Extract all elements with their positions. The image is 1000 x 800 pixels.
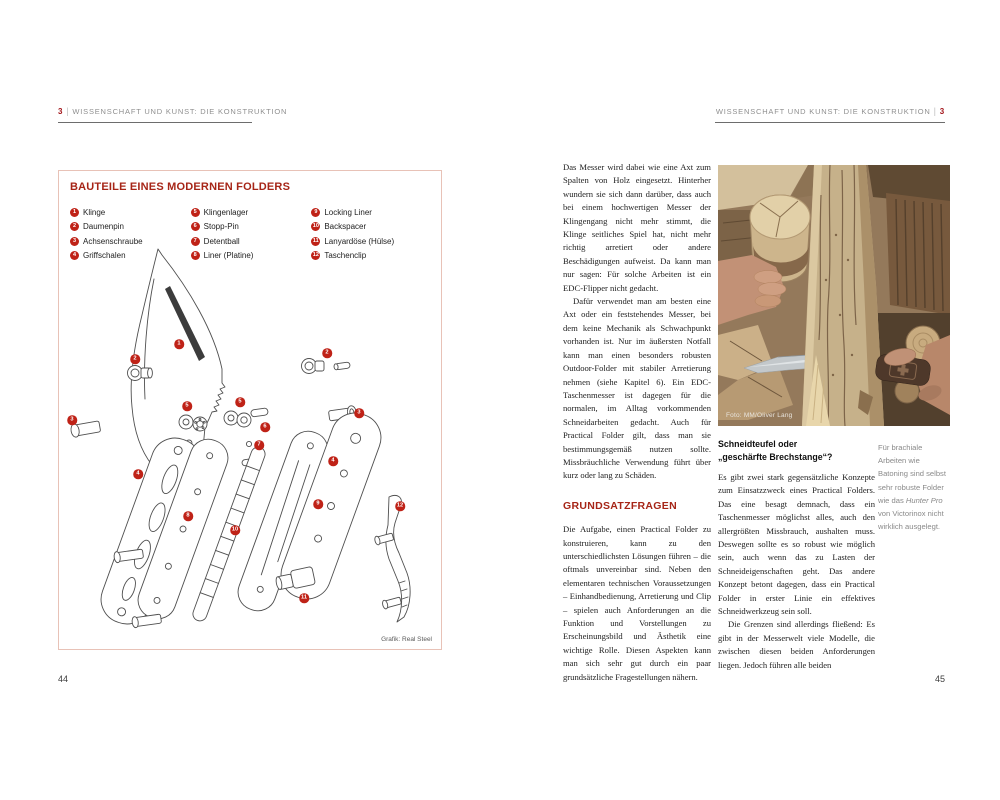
legend-label: Taschenclip (324, 251, 367, 261)
exploded-folder-diagram (59, 247, 443, 645)
diagram-number-badge: 4 (328, 456, 338, 466)
legend-number-badge: 3 (70, 237, 79, 246)
legend-number-badge: 5 (191, 208, 200, 217)
legend-number-badge: 9 (311, 208, 320, 217)
body-paragraph: Es gibt zwei stark gegensätzliche Konzepte zum Einsatzzweck eines Practical Folders. Das eine besagt demnach, dass ein Taschenmesser möglichst alles, auch den allergrößten Missbrauch, aushalten muss. Deswegen sollte es so robust wie möglich sein, auch wenn das zu Lasten der Schneideigenschaften geht. Das andere Konzept betont dagegen, dass ein Practical Folder in erster Linie ein effektives Schneidwerkzeug sein soll. (718, 472, 875, 617)
margin-caption-italic: Hunter Pro (905, 495, 943, 505)
legend-label: Detentball (203, 236, 240, 246)
diagram-number-badge: 5 (182, 401, 192, 411)
legend-number-badge: 6 (191, 222, 200, 231)
legend-label: Klingenlager (203, 207, 249, 217)
diagram-number-badge: 6 (260, 422, 270, 432)
runhead-separator: | (933, 106, 937, 116)
legend-item (311, 220, 432, 235)
legend-item (311, 205, 432, 220)
legend-item (70, 220, 191, 235)
legend-number-badge: 8 (191, 251, 200, 260)
legend-number-badge: 10 (311, 222, 320, 231)
diagram-number-badge: 10 (230, 525, 240, 535)
subsection-heading-line2: „geschärfte Brechstange“? (718, 452, 833, 462)
diagram-number-badge: 12 (395, 501, 405, 511)
margin-caption-text: Für brachiale Arbeiten wie Batoning sind selbst sehr robuste Folder wie das (878, 443, 946, 505)
parts-figure-box (58, 170, 442, 650)
legend-number-badge: 4 (70, 251, 79, 260)
diagram-number-badge: 3 (67, 415, 77, 425)
page-number-left: 44 (58, 674, 69, 684)
legend-item (70, 205, 191, 220)
runhead-title: WISSENSCHAFT UND KUNST: DIE KONSTRUKTION (72, 107, 288, 116)
diagram-number-badge: 11 (299, 593, 309, 603)
legend-label: Daumenpin (83, 222, 124, 232)
body-paragraph: Die Aufgabe, einen Practical Folder zu konstruieren, kann zu den unterschiedlichsten Lösungen führen – die oftmals unvereinbar sind. Neben den elementaren technischen Voraussetzungen – Einhandbedienung, Arretierung und Clip – spielen auch Anforderungen an die Funktion und Vorstellungen zu Erscheinungsbild und Ästhetik eine wichtige Rolle. Diesen Aspekten kann man sich sehr gut durch ein paar grundsätzliche Fragestellungen nähern. (563, 524, 711, 682)
legend-label: Backspacer (324, 222, 367, 232)
body-paragraph: Das Messer wird dabei wie eine Axt zum Spalten von Holz eingesetzt. Hinterher wundern sie sich dann darüber, dass auch bei einem hochwertigen Messer der Klingengang nicht mehr stimmt, die Klinge seitliches Spiel hat, nicht mehr richtig arretiert oder andere Beschädigungen aufweist. Da kann man nur sagen: Für solche Arbeiten ist ein EDC-Flipper nicht gedacht. (563, 162, 711, 293)
legend-number-badge: 12 (311, 251, 320, 260)
subsection-heading-line1: Schneidteufel oder (718, 439, 798, 449)
exploded-diagram (59, 247, 443, 645)
figure-credit: Grafik: Real Steel (381, 636, 432, 643)
batoning-photo (718, 165, 950, 426)
running-head-right (715, 106, 945, 123)
page-number-right: 45 (934, 674, 945, 684)
legend-label: Lanyardöse (Hülse) (324, 236, 395, 246)
text-column-2 (718, 438, 875, 672)
diagram-number-badge: 2 (322, 348, 332, 358)
legend-item (191, 220, 312, 235)
diagram-number-badge: 1 (174, 339, 184, 349)
photo-credit: Foto: MM/Oliver Lang (726, 412, 793, 419)
body-paragraph: Dafür verwendet man am besten eine Axt oder ein feststehendes Messer, bei dem keine Mechanik als Schwachpunkt vorhanden ist. Nur im äußersten Notfall kann man einen besonders robusten Outdoor-Folder mit stabiler Arretierung nehmen (siehe Kapitel 6). Ein EDC-Taschenmesser ist dagegen für die normalen, im Alltag vorkommenden Schneidarbeiten gedacht. Auch für Practical Folder gilt, dass man sie bestimmungsgemäß nutzen sollte. Missbräuchliche Verwendung führt über kurz oder lang zu Schäden. (563, 296, 711, 481)
diagram-number-badge: 8 (183, 511, 193, 521)
legend-label: Griffschalen (83, 251, 126, 261)
diagram-number-badge: 5 (235, 397, 245, 407)
legend-label: Achsenschraube (83, 236, 143, 246)
legend-number-badge: 7 (191, 237, 200, 246)
legend-label: Locking Liner (324, 207, 372, 217)
diagram-number-badge: 9 (313, 499, 323, 509)
legend-number-badge: 2 (70, 222, 79, 231)
chapter-number: 3 (58, 107, 64, 116)
diagram-number-badge: 2 (130, 354, 140, 364)
body-paragraph: Die Grenzen sind allerdings fließend: Es gibt in der Messerwelt viele Modelle, die zwischen diesen beiden Anforderungen liegen. Jedoch führen alle beiden (718, 619, 875, 670)
diagram-number-badge: 3 (354, 408, 364, 418)
text-column-1 (563, 161, 711, 684)
running-head-left (58, 106, 288, 123)
section-heading: GRUNDSATZFRAGEN (563, 499, 677, 512)
legend-number-badge: 11 (311, 237, 320, 246)
runhead-separator: | (66, 106, 70, 116)
legend-number-badge: 1 (70, 208, 79, 217)
chapter-number: 3 (939, 107, 945, 116)
diagram-number-badge: 4 (133, 469, 143, 479)
margin-caption-text: von Victorinox nicht wirklich ausgelegt. (878, 509, 944, 532)
figure-title: BAUTEILE EINES MODERNEN FOLDERS (70, 181, 291, 193)
diagram-number-badge: 7 (254, 440, 264, 450)
subsection-heading (718, 438, 875, 464)
legend-item (191, 205, 312, 220)
legend-label: Klinge (83, 207, 106, 217)
batoning-photo-illustration (718, 165, 950, 426)
runhead-title: WISSENSCHAFT UND KUNST: DIE KONSTRUKTION (715, 107, 931, 116)
legend-label: Stopp-Pin (203, 222, 239, 232)
margin-caption (878, 441, 949, 533)
legend-label: Liner (Platine) (203, 251, 254, 261)
